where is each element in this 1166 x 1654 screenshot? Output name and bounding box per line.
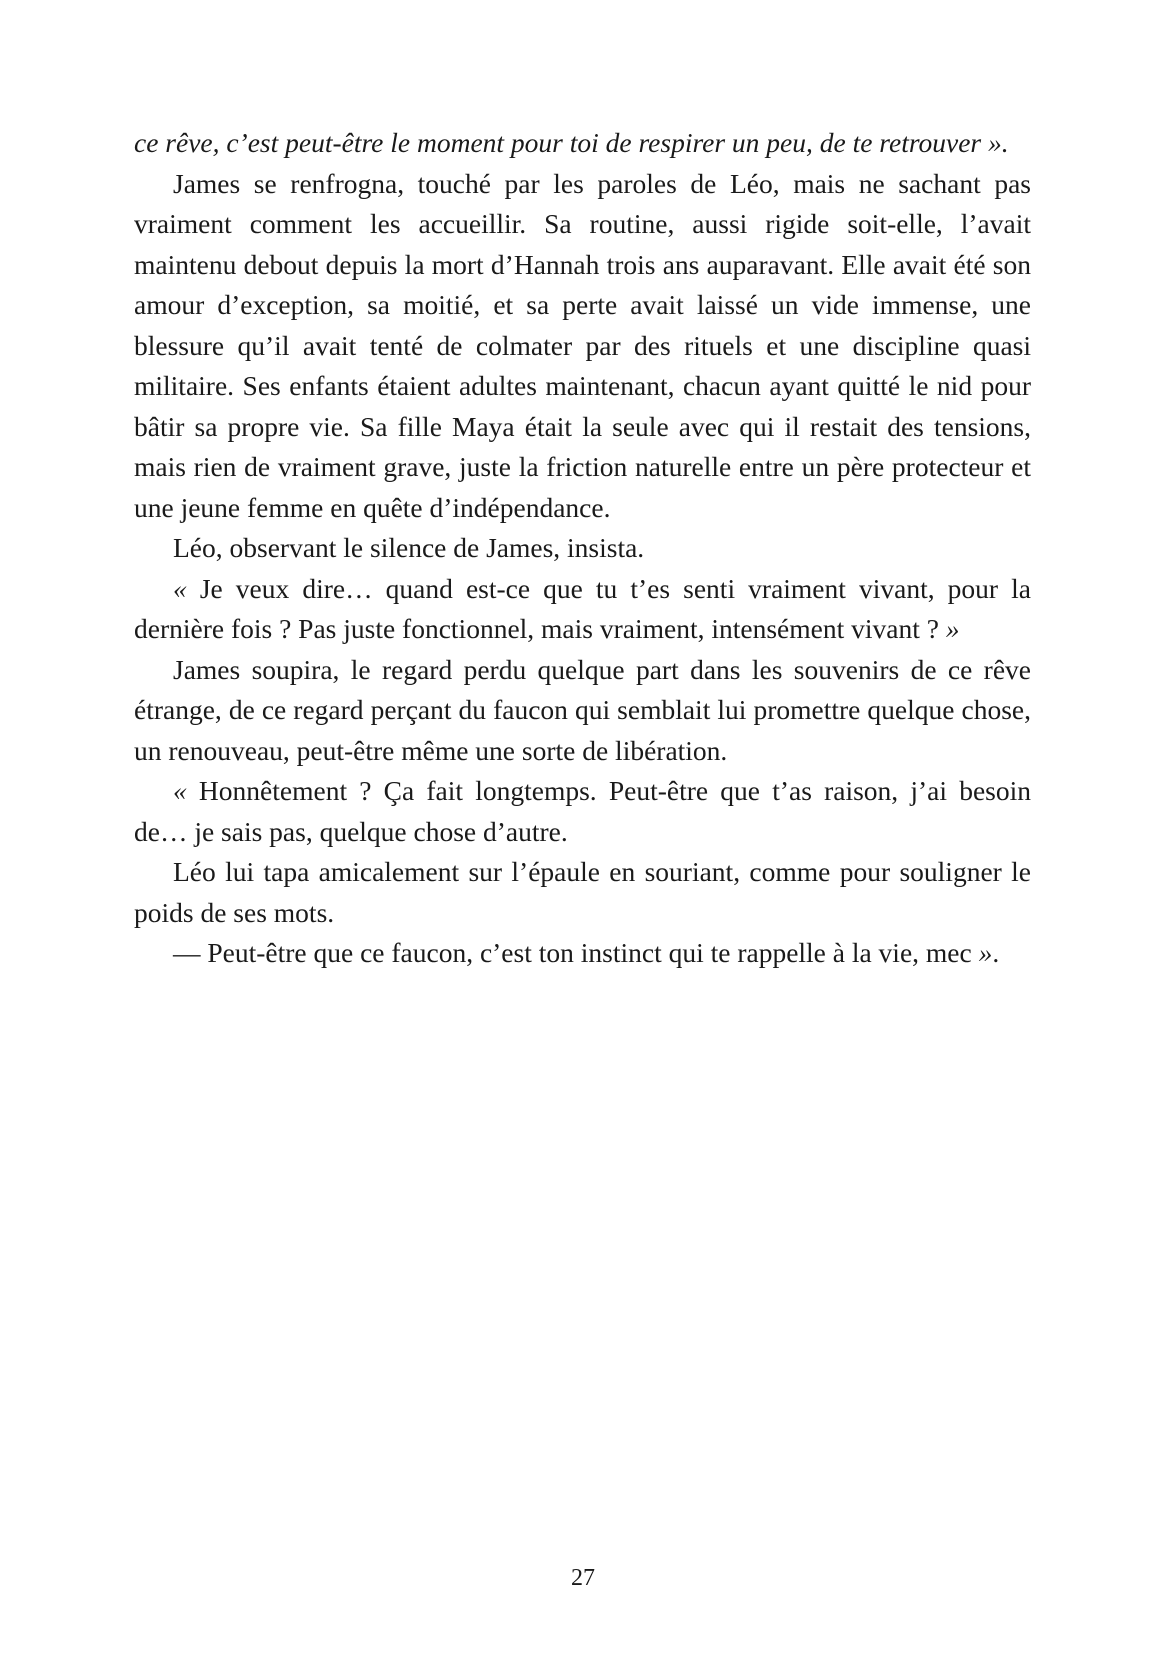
paragraph-7-text: Léo lui tapa amicalement sur l’épaule en souriant, comme pour souligner le poids de ses mots. [134, 856, 1031, 928]
paragraph-8-tail: . [992, 937, 1000, 968]
paragraph-5 [134, 650, 1031, 772]
paragraph-6-open-quote: « [173, 775, 187, 806]
paragraph-3 [134, 528, 1031, 569]
page-number: 27 [571, 1565, 595, 1591]
paragraph-4-text: Je veux dire… quand est-ce que tu t’es senti vraiment vivant, pour la dernière fois ? Pas juste fonctionnel, mais vraiment, intensément vivant ? [134, 572, 1031, 644]
paragraph-4-open-quote: « [173, 572, 187, 604]
paragraph-7 [134, 852, 1031, 933]
paragraph-1 [134, 123, 1031, 164]
paragraph-8 [134, 933, 1031, 974]
paragraph-5-text: James soupira, le regard perdu quelque part dans les souvenirs de ce rêve étrange, de ce regard perçant du faucon qui semblait lui promettre quelque chose, un renouveau, peut-être même une sorte de libération. [134, 653, 1031, 766]
body-text [134, 123, 1031, 974]
paragraph-6-text: Honnêtement ? Ça fait longtemps. Peut-être que t’as raison, j’ai besoin de… je sais pas, quelque chose d’autre. [134, 775, 1031, 847]
paragraph-1-text: ce rêve, c’est peut-être le moment pour toi de respirer un peu, de te retrouver ». [134, 127, 1009, 158]
paragraph-2 [134, 164, 1031, 529]
paragraph-4-close-quote: » [938, 613, 960, 644]
paragraph-4 [134, 569, 1031, 650]
paragraph-8-close-quote: » [971, 937, 993, 968]
paragraph-2-text: James se renfrogna, touché par les paroles de Léo, mais ne sachant pas vraiment comment les accueillir. Sa routine, aussi rigide soit-elle, l’avait maintenu debout depuis la mort d’Hannah trois ans auparavant. Elle avait été son amour d’exception, sa moitié, et sa perte avait laissé un vide immense, une blessure qu’il avait tenté de colmater par des rituels et une discipline quasi militaire. Ses enfants étaient adultes maintenant, chacun ayant quitté le nid pour bâtir sa propre vie. Sa fille Maya était la seule avec qui il restait des tensions, mais rien de vraiment grave, juste la friction naturelle entre un père protecteur et une jeune femme en quête d’indépendance. [134, 167, 1031, 523]
paragraph-8-text: — Peut-être que ce faucon, c’est ton instinct qui te rappelle à la vie, mec [173, 937, 972, 968]
paragraph-6 [134, 771, 1031, 852]
paragraph-3-text: Léo, observant le silence de James, insista. [173, 532, 645, 563]
